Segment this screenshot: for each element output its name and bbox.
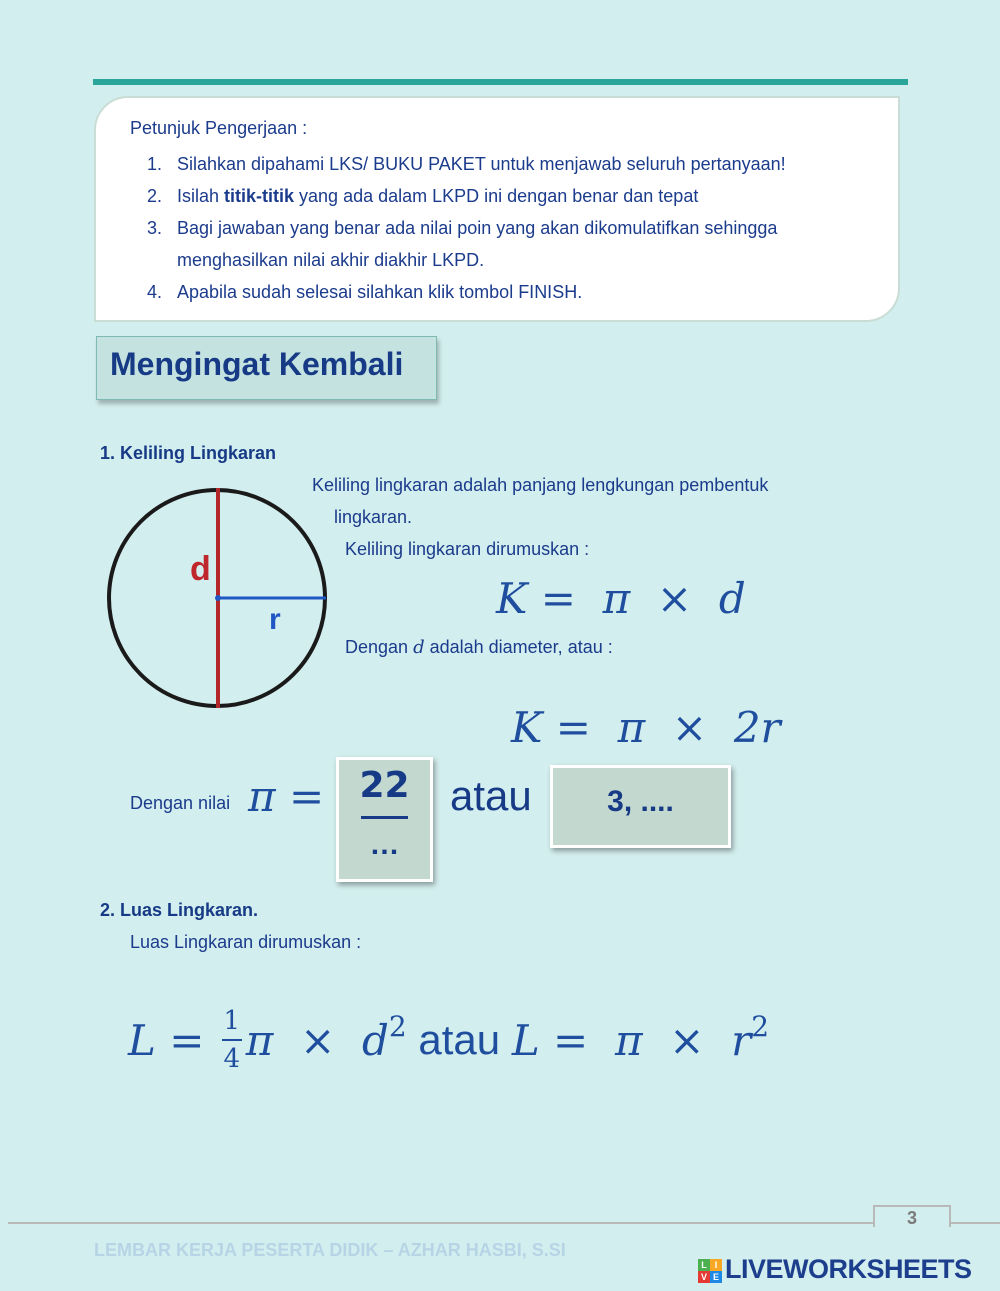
section2-title: 2. Luas Lingkaran. — [100, 900, 259, 920]
area-exponent-r: 2 — [751, 1009, 770, 1043]
instruction-item-1 — [147, 148, 887, 180]
diameter-variable: d — [413, 637, 425, 658]
area-fraction-numerator: 1 — [223, 1006, 241, 1036]
atau-label: atau — [450, 772, 532, 819]
instruction-item-3 — [147, 212, 887, 276]
area-formula-intro: Luas Lingkaran dirumuskan : — [130, 932, 362, 952]
section1-title: 1. Keliling Lingkaran — [100, 443, 277, 463]
instruction-text-pre: Isilah — [177, 186, 225, 206]
instruction-text: Silahkan dipahami LKS/ BUKU PAKET untuk menjawab seluruh pertanyaan! — [177, 154, 786, 174]
instruction-text: Bagi jawaban yang benar ada nilai poin yang akan dikomulatifkan sehingga menghasilkan nilai akhir diakhir LKPD. — [177, 218, 778, 270]
circumference-formula-radius: K = π × 2r — [511, 703, 781, 752]
logo-cell-e: E — [710, 1271, 722, 1283]
diameter-note-pre: Dengan — [345, 637, 414, 657]
area-fraction-bar — [222, 1039, 242, 1041]
logo-cell-i: I — [710, 1259, 722, 1271]
fraction-bar — [361, 816, 408, 819]
footer-text: LEMBAR KERJA PESERTA DIDIK – AZHAR HASBI, S.SI — [94, 1240, 566, 1260]
instruction-number: 3. — [147, 218, 163, 238]
section-heading: Mengingat Kembali — [110, 346, 404, 382]
area-atau: atau — [406, 1016, 512, 1063]
fraction-numerator: 22 — [359, 765, 410, 806]
circle-diagram — [106, 484, 332, 712]
diameter-note-post: adalah diameter, atau : — [424, 637, 613, 657]
area-fraction-denominator: 4 — [223, 1044, 241, 1074]
area-formula — [128, 995, 769, 1085]
instruction-text: Apabila sudah selesai silahkan klik tombol FINISH. — [177, 282, 583, 302]
instructions-title: Petunjuk Pengerjaan : — [130, 118, 308, 138]
instruction-number: 1. — [147, 154, 163, 174]
instruction-item-2 — [147, 180, 887, 212]
instruction-number: 4. — [147, 282, 163, 302]
circumference-formula-diameter: K = π × d — [496, 574, 746, 623]
instruction-text-bold: titik-titik — [224, 186, 295, 206]
instruction-item-4 — [147, 276, 887, 308]
liveworksheets-logo — [698, 1259, 722, 1283]
instruction-text-post: yang ada dalam LKPD ini dengan benar dan tepat — [294, 186, 699, 206]
area-formula-radius: L = π × r — [511, 1015, 752, 1065]
pi-intro: Dengan nilai — [130, 793, 231, 813]
instruction-text — [177, 180, 887, 212]
radius-label: r — [269, 603, 281, 636]
circumference-definition-cont: lingkaran. — [334, 507, 413, 527]
page-number: 3 — [906, 1208, 917, 1228]
liveworksheets-brand: LIVEWORKSHEETS — [725, 1254, 972, 1284]
area-exponent-d: 2 — [388, 1009, 407, 1043]
formula-intro: Keliling lingkaran dirumuskan : — [345, 539, 590, 559]
pi-decimal-blank[interactable]: 3, .... — [607, 785, 674, 818]
circumference-definition: Keliling lingkaran adalah panjang lengkungan pembentuk — [312, 475, 769, 495]
fraction-denominator-blank[interactable]: … — [369, 828, 400, 861]
diameter-label: d — [190, 550, 211, 588]
top-divider — [93, 79, 908, 85]
logo-cell-v: V — [698, 1271, 710, 1283]
diameter-note — [345, 637, 613, 658]
area-fraction — [222, 1006, 242, 1074]
instructions-list — [147, 148, 887, 308]
area-L-equals: L = — [128, 1015, 218, 1065]
area-formula-diameter: π × d — [245, 1015, 389, 1065]
footer-line — [8, 1222, 1000, 1224]
instruction-number: 2. — [147, 186, 163, 206]
logo-cell-l: L — [698, 1259, 710, 1271]
center-point — [215, 595, 221, 601]
pi-equals: π = — [248, 772, 325, 821]
